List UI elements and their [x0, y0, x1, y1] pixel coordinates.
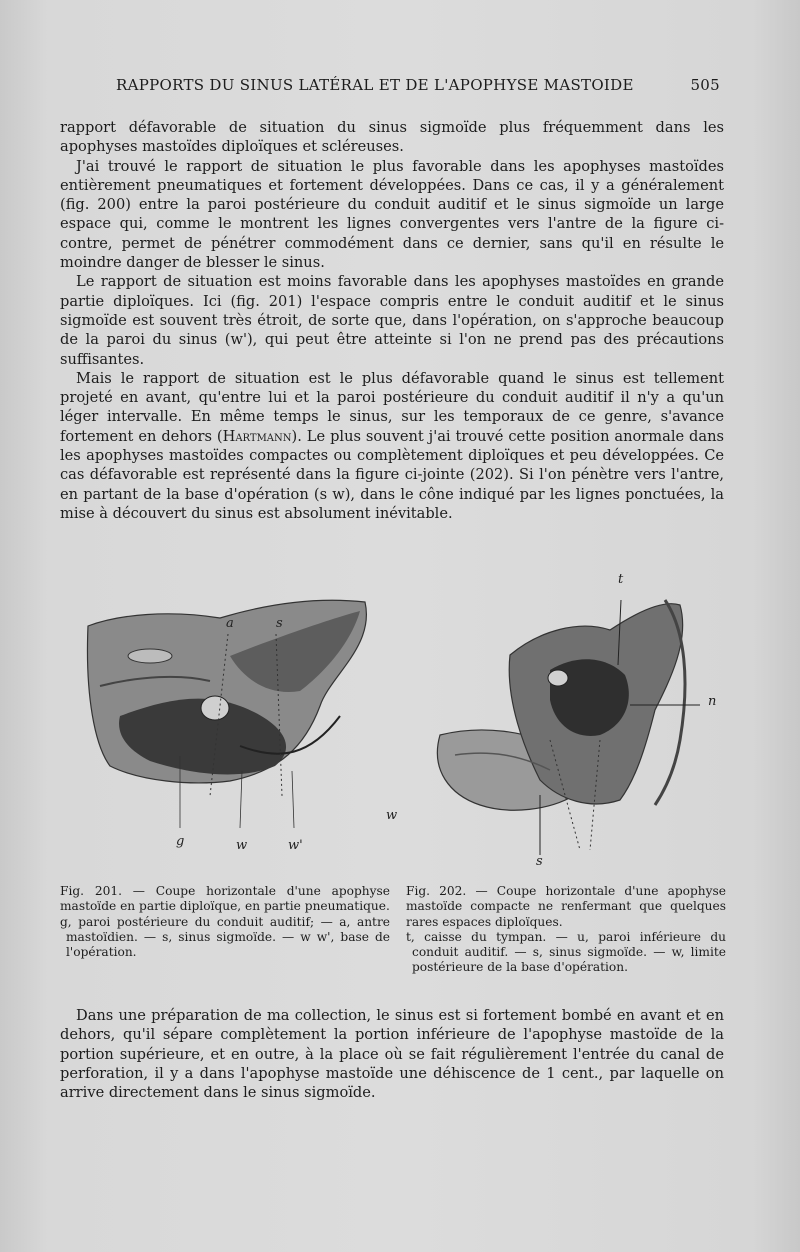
- figure-201-illustration: [80, 596, 380, 860]
- running-header: [116, 76, 720, 94]
- fig201-label-w-prime: w': [288, 838, 303, 853]
- paragraph-4: [60, 369, 724, 523]
- paragraph-2: J'ai trouvé le rapport de situation le plus favorable dans les apophyses mastoïdes entièrement pneumatiques et fortement développées. Dans ce cas, il y a généralement (fig. 200) entre la paroi postérieure du conduit auditif et le sinus sigmoïde un large espace qui, comme le montrent les lignes convergentes vers l'antre de la figure ci-contre, permet de pénétrer commodément dans ce dernier, sans qu'il en résulte le moindre danger de blesser le sinus.: [60, 157, 724, 272]
- figure-201-caption-detail: g, paroi postérieure du conduit auditif; — a, antre mastoïdien. — s, sinus sigmoïde. — w w', base de l'opération.: [60, 914, 390, 960]
- figure-201-caption-title: Fig. 201. — Coupe horizontale d'une apophyse mastoïde en partie diploïque, en partie pneumatique.: [60, 884, 390, 914]
- figure-202-illustration: [400, 560, 730, 870]
- fig202-label-s: s: [536, 854, 543, 869]
- fig202-label-t: t: [618, 572, 624, 587]
- fig201-label-g: g: [176, 834, 185, 849]
- figure-202: [386, 560, 730, 870]
- fig201-label-w: w: [236, 838, 248, 853]
- paragraph-3: Le rapport de situation est moins favorable dans les apophyses mastoïdes en grande partie diploïques. Ici (fig. 201) l'espace compris entre le conduit auditif et le sinus sigmoïde est souvent très étroit, de sorte que, dans l'opération, on s'approche beaucoup de la paroi du sinus (w'), qui peut être atteinte si l'on ne prend pas des précautions suffisantes.: [60, 273, 724, 368]
- figure-202-caption: [406, 884, 726, 976]
- body-text-bottom: [60, 1006, 724, 1102]
- page-number: 505: [690, 76, 720, 94]
- author-name: Hartmann: [222, 427, 292, 445]
- figure-202-caption-title: Fig. 202. — Coupe horizontale d'une apophyse mastoïde compacte ne renfermant que quelques rares espaces diploïques.: [406, 884, 726, 929]
- paragraph-4-part-1: Mais le rapport de situation est le plus défavorable quand le sinus est tellement projeté en avant, qu'entre lui et la paroi postérieure du conduit auditif il n'y a qu'un léger intervalle. En même temps le sinus, sur les temporaux de ce genre, s'avance fortement en dehors (: [60, 369, 724, 445]
- fig201-label-s: s: [276, 616, 283, 631]
- paragraph-5: Dans une préparation de ma collection, le sinus est si fortement bombé en avant et en dehors, qu'il sépare complètement la portion inférieure de l'apophyse mastoïde de la portion supérieure, et en outre, à la place où se fait régulièrement l'entrée du canal de perforation, il y a dans l'apophyse mastoïde une déhiscence de 1 cent., par laquelle on arrive directement dans le sinus sigmoïde.: [60, 1007, 724, 1102]
- fig202-label-w: w: [386, 808, 398, 823]
- paragraph-1: rapport défavorable de situation du sinus sigmoïde plus fréquemment dans les apophyses mastoïdes diploïques et scléreuses.: [60, 119, 724, 156]
- figure-201: [80, 596, 380, 860]
- fig201-label-a: a: [226, 616, 234, 631]
- running-title: RAPPORTS DU SINUS LATÉRAL ET DE L'APOPHYSE MASTOIDE: [116, 76, 634, 94]
- body-text-top: [60, 118, 724, 523]
- fig202-label-n: n: [708, 694, 717, 709]
- paragraph-4-part-2: ). Le plus souvent j'ai trouvé cette position anormale dans les apophyses mastoïdes compactes ou complètement diploïques et peu développées. Ce cas défavorable est représenté dans la figure ci-jointe (202). Si l'on pénètre vers l'antre, en partant de la base d'opération (s w), dans le cône indiqué par les lignes ponctuées, la mise à découvert du sinus est absolument inévitable.: [60, 427, 724, 522]
- figure-201-caption: [60, 884, 390, 960]
- figure-202-caption-detail: t, caisse du tympan. — u, paroi inférieure du conduit auditif. — s, sinus sigmoïde. — w, limite postérieure de la base d'opération.: [406, 929, 726, 975]
